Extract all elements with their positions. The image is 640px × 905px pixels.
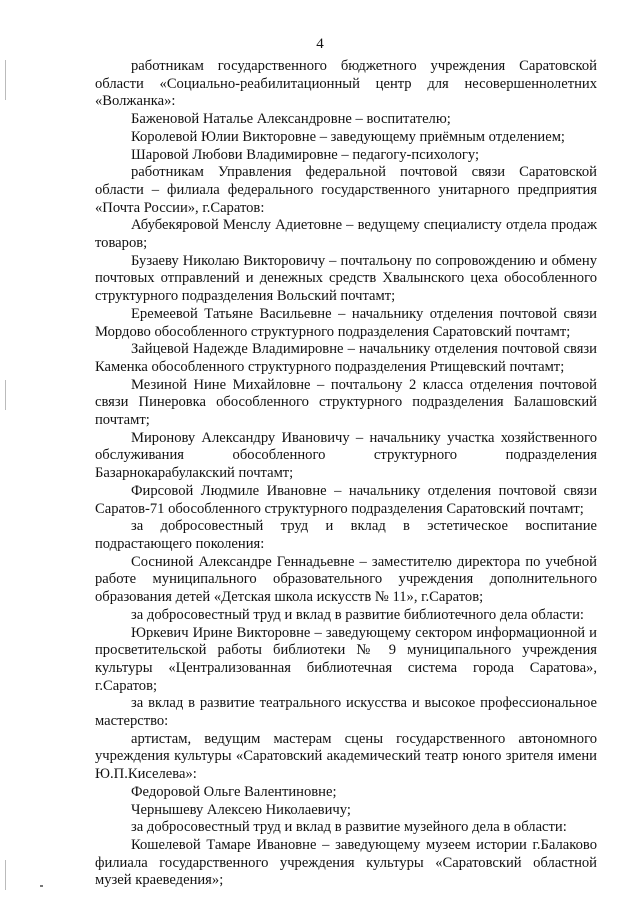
paragraph: Миронову Александру Ивановичу – начальнику участка хозяйственного обслуживания обособленного структурного подразделения Базарнокарабулакский почтамт; [95,429,597,482]
paragraph: Зайцевой Надежде Владимировне – начальнику отделения почтовой связи Каменка обособленного структурного подразделения Ртищевский почтамт; [95,341,597,375]
paragraph: Бузаеву Николаю Викторовичу – почтальону по сопровождению и обмену почтовых отправлений и денежных средств Хвалынского цеха обособленного структурного подразделения Вольский почтамт; [95,252,597,305]
paragraph: артистам, ведущим мастерам сцены государственного автономного учреждения культуры «Саратовский академический театр юного зрителя имени Ю.П.Киселева»: [95,730,597,783]
paragraph: за вклад в развитие театрального искусства и высокое профессиональное мастерство: [95,695,597,730]
scan-edge-mark [5,860,6,890]
paragraph: Еремеевой Татьяне Васильевне – начальнику отделения почтовой связи Мордово обособленного структурного подразделения Саратовский почтамт; [95,305,597,340]
scan-edge-mark [5,380,6,410]
paragraph: Баженовой Наталье Александровне – воспитателю; [131,111,451,128]
paragraph: Фирсовой Людмиле Ивановне – начальнику отделения почтовой связи Саратов-71 обособленного структурного подразделения Саратовский почтамт; [95,482,597,517]
paragraph: Юркевич Ирине Викторовне – заведующему сектором информационной и просветительской работы библиотеки № 9 муниципального учреждения культуры «Централизованная библиотечная система города Саратова», г.Саратов; [95,624,597,694]
paragraph: за добросовестный труд и вклад в эстетическое воспитание подрастающего поколения: [95,518,597,552]
document-body [95,58,597,890]
paragraph: за добросовестный труд и вклад в развитие музейного дела в области: [131,819,567,836]
scan-edge-dot [40,885,43,887]
page-number: 4 [316,36,324,52]
paragraph: Мезиной Нине Михайловне – почтальону 2 класса отделения почтовой связи Пинеровка обособленного структурного подразделения Балашовский почтамт; [95,376,597,429]
paragraph: Чернышеву Алексею Николаевичу; [131,801,351,818]
paragraph: работникам государственного бюджетного учреждения Саратовской области «Социально-реабилитационный центр для несовершеннолетних «Волжанка»: [95,58,597,110]
paragraph: Кошелевой Тамаре Ивановне – заведующему музеем истории г.Балаково филиала государственного учреждения культуры «Саратовский областной музей краеведения»; [95,836,597,889]
paragraph: работникам Управления федеральной почтовой связи Саратовской области – филиала федерального государственного унитарного предприятия «Почта России», г.Саратов: [95,164,597,216]
paragraph: Королевой Юлии Викторовне – заведующему приёмным отделением; [131,128,565,145]
paragraph: Федоровой Ольге Валентиновне; [131,783,337,800]
paragraph: за добросовестный труд и вклад в развитие библиотечного дела области: [131,606,584,623]
paragraph: Сосниной Александре Геннадьевне – заместителю директора по учебной работе муниципального образовательного учреждения дополнительного образования детей «Детская школа искусств № 11», г.Саратов; [95,553,597,606]
paragraph: Абубекяровой Менслу Адиетовне – ведущему специалисту отдела продаж товаров; [95,217,597,252]
scan-edge-mark [5,60,6,100]
paragraph: Шаровой Любови Владимировне – педагогу-психологу; [131,146,480,163]
